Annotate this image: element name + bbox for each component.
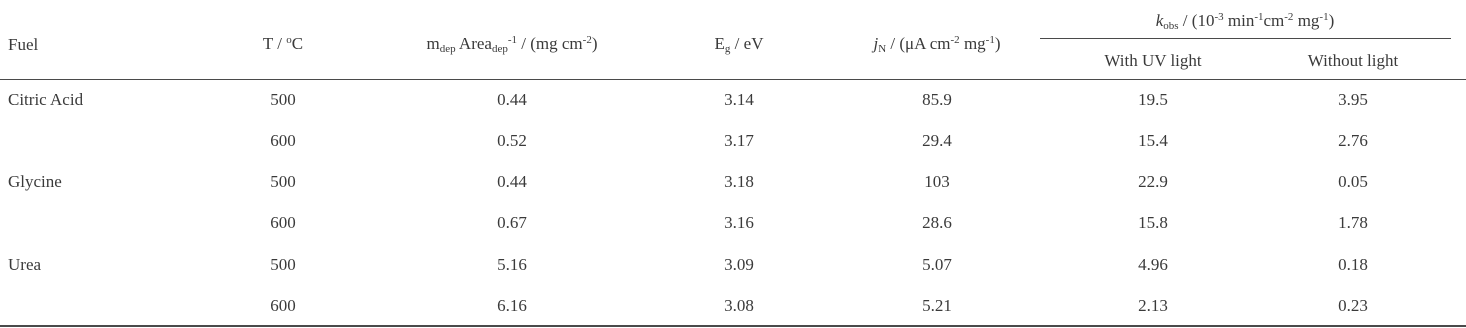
cell-jn: 5.07 <box>922 255 952 274</box>
cell-eg: 3.16 <box>724 213 754 232</box>
cell-kobs-dark: 0.05 <box>1338 172 1368 191</box>
cell-temp: 600 <box>270 131 296 150</box>
cell-eg: 3.08 <box>724 296 754 315</box>
header-mass-per-area: $m_{dep}$ Area$_{dep}^{-1}$ / (mg $cm^{-2}$) <box>426 34 598 55</box>
header-kobs: $k_{obs} / (10^{-3}$ $\min^{-1}cm^{-2}$ $mg^{-1}$) <box>1155 11 1335 32</box>
cell-jn: 103 <box>924 172 950 191</box>
bottom-rule <box>0 325 1466 327</box>
cell-mdep: 0.52 <box>497 131 527 150</box>
cell-mdep: 0.44 <box>497 90 527 109</box>
cell-kobs-dark: 0.18 <box>1338 255 1368 274</box>
cell-temp: 500 <box>270 172 296 191</box>
cell-eg: 3.17 <box>724 131 754 150</box>
cell-jn: 5.21 <box>922 296 952 315</box>
cell-temp: 500 <box>270 90 296 109</box>
cell-jn: 29.4 <box>922 131 952 150</box>
cell-jn: 28.6 <box>922 213 952 232</box>
header-without-light: Without light <box>1307 51 1399 70</box>
cell-fuel: Urea <box>8 255 42 274</box>
cell-eg: 3.14 <box>724 90 754 109</box>
header-band-gap: $E_g$ / eV <box>714 34 764 55</box>
cell-fuel: Citric Acid <box>8 90 84 109</box>
cell-kobs-dark: 2.76 <box>1338 131 1368 150</box>
header-fuel: Fuel <box>8 35 39 54</box>
cell-kobs-uv: 15.4 <box>1138 131 1168 150</box>
cell-temp: 600 <box>270 213 296 232</box>
cell-jn: 85.9 <box>922 90 952 109</box>
cell-temp: 500 <box>270 255 296 274</box>
cell-mdep: 5.16 <box>497 255 527 274</box>
cell-kobs-dark: 0.23 <box>1338 296 1368 315</box>
cell-mdep: 0.44 <box>497 172 527 191</box>
cell-kobs-uv: 15.8 <box>1138 213 1168 232</box>
cell-kobs-dark: 1.78 <box>1338 213 1368 232</box>
cell-fuel: Glycine <box>8 172 62 191</box>
header-current-density: $j_N / (\mu A$ $cm^{-2}$ $mg^{-1}$) <box>873 34 1001 55</box>
cell-kobs-uv: 19.5 <box>1138 90 1168 109</box>
cell-mdep: 0.67 <box>497 213 527 232</box>
header-temperature: T / $^o$C <box>262 34 304 53</box>
cell-kobs-uv: 4.96 <box>1138 255 1168 274</box>
cell-eg: 3.18 <box>724 172 754 191</box>
kobs-span-rule <box>1040 38 1451 39</box>
cell-kobs-uv: 22.9 <box>1138 172 1168 191</box>
cell-kobs-uv: 2.13 <box>1138 296 1168 315</box>
cell-eg: 3.09 <box>724 255 754 274</box>
cell-kobs-dark: 3.95 <box>1338 90 1368 109</box>
header-rule <box>0 79 1466 80</box>
cell-temp: 600 <box>270 296 296 315</box>
header-with-uv-light: With UV light <box>1104 51 1202 70</box>
cell-mdep: 6.16 <box>497 296 527 315</box>
